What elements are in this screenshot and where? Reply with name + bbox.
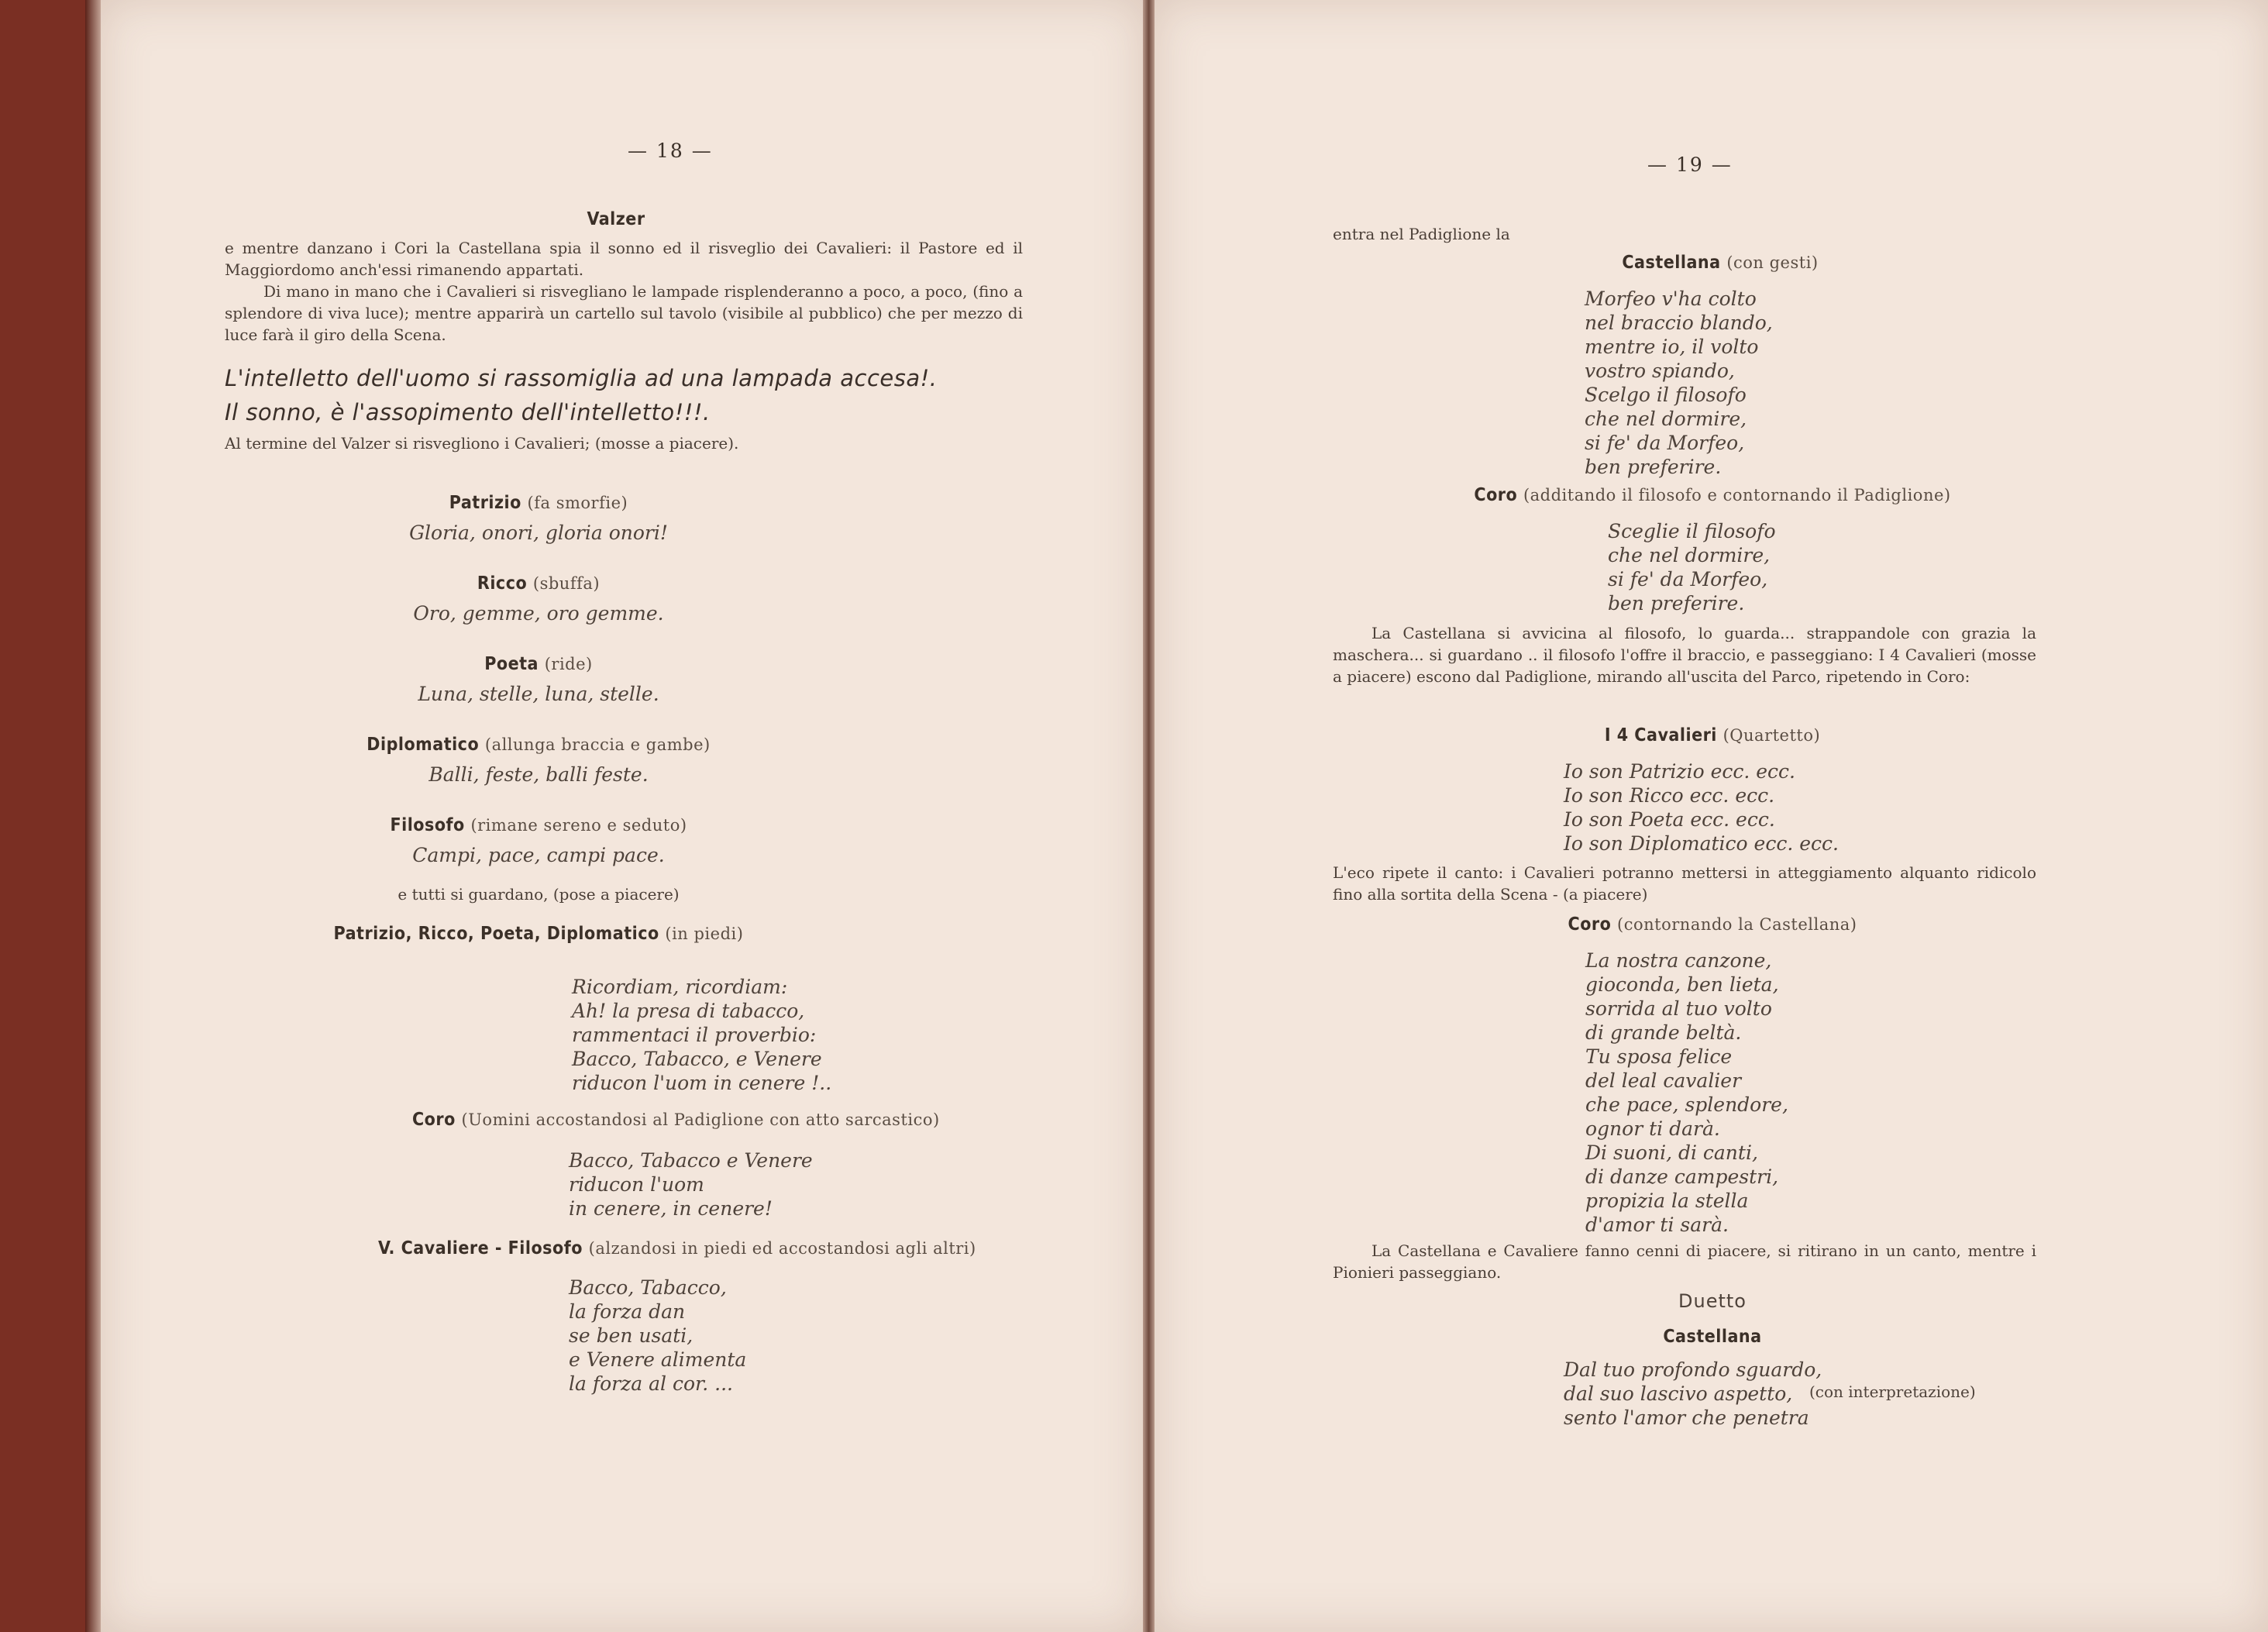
speaker-quartet bbox=[101, 924, 976, 955]
verse-castellana bbox=[1585, 287, 1773, 479]
left-page bbox=[101, 0, 1143, 1632]
valzer-paragraph-1: e mentre danzano i Cori la Castellana spia il sonno ed il risveglio dei Cavalieri: il Pastore ed il Maggiordomo anch'essi rimanendo appartati. bbox=[225, 239, 1023, 279]
speaker-name: Patrizio bbox=[449, 493, 521, 513]
speaker-name: Coro bbox=[1568, 914, 1612, 935]
verse-coro bbox=[569, 1148, 813, 1221]
verse-line: propizia la stella bbox=[1585, 1190, 1749, 1212]
left-page-body bbox=[225, 209, 1124, 454]
verse-duetto bbox=[1564, 1358, 1822, 1430]
stage-paragraph-1: La Castellana si avvicina al filosofo, lo guarda... strappandole con grazia la maschera... si guardano .. il filosofo l'offre il braccio, e passeggiano: I 4 Cavalieri (mosse a piacere) escono dal Padiglione, mirando all'uscita del Parco, ripetendo in Coro: bbox=[1333, 624, 2036, 686]
verse-line: d'amor ti sarà. bbox=[1585, 1214, 1729, 1236]
speaker-name: Coro bbox=[1474, 485, 1518, 505]
verse-line: la forza dan bbox=[569, 1300, 686, 1323]
stage-direction: (Uomini accostandosi al Padiglione con atto sarcastico) bbox=[461, 1110, 940, 1129]
stage-direction: (ride) bbox=[544, 655, 593, 673]
speaker-patrizio bbox=[101, 493, 976, 521]
motto-line-1: L'intelletto dell'uomo si rassomiglia ad una lampada accesa!. bbox=[225, 365, 938, 391]
verse-line: Bacco, Tabacco, e Venere bbox=[572, 1048, 822, 1070]
line-filosofo: Campi, pace, campi pace. bbox=[412, 844, 665, 866]
verse-line: Sceglie il filosofo bbox=[1608, 520, 1776, 542]
verse-line: riducon l'uom bbox=[569, 1173, 704, 1196]
verse-line: Io son Diplomatico ecc. ecc. bbox=[1564, 832, 1839, 855]
speaker-name: Poeta bbox=[484, 654, 539, 674]
stage-direction: (Quartetto) bbox=[1723, 726, 1821, 745]
stage-paragraph-3: La Castellana e Cavaliere fanno cenni di piacere, si ritirano in un canto, mentre i Pionieri passeggiano. bbox=[1333, 1241, 2036, 1282]
stage-direction: (contornando la Castellana) bbox=[1617, 915, 1857, 934]
verse-line: ben preferire. bbox=[1608, 592, 1745, 615]
verse-line: Tu sposa felice bbox=[1585, 1045, 1733, 1068]
valzer-ending: Al termine del Valzer si risvegliono i Cavalieri; (mosse a piacere). bbox=[225, 434, 739, 453]
verse-line: Bacco, Tabacco e Venere bbox=[569, 1149, 813, 1172]
verse-line: Di suoni, di canti, bbox=[1585, 1141, 1758, 1164]
verse-line: in cenere, in cenere! bbox=[569, 1197, 773, 1220]
speaker-4-cavalieri bbox=[1155, 725, 2268, 745]
speaker-poeta bbox=[101, 654, 976, 682]
line-ricco: Oro, gemme, oro gemme. bbox=[413, 602, 664, 625]
speaker-name: Coro bbox=[412, 1110, 456, 1130]
verse-line: sorrida al tuo volto bbox=[1585, 997, 1772, 1020]
verse-line: Io son Ricco ecc. ecc. bbox=[1564, 784, 1775, 807]
speaker-filosofo bbox=[101, 815, 976, 843]
intro-line: entra nel Padiglione la bbox=[1333, 225, 1510, 243]
verse-line: Scelgo il filosofo bbox=[1585, 384, 1747, 406]
speaker-coro bbox=[412, 1110, 940, 1130]
verse-line: rammentaci il proverbio: bbox=[572, 1024, 817, 1046]
page-number: — 19 — bbox=[1647, 153, 1733, 176]
verse-line: del leal cavalier bbox=[1585, 1069, 1742, 1092]
stage-direction: (additando il filosofo e contornando il Padiglione) bbox=[1523, 486, 1951, 504]
verse-line: Dal tuo profondo sguardo, bbox=[1564, 1358, 1822, 1381]
stage-direction: (rimane sereno e seduto) bbox=[470, 816, 687, 835]
line-patrizio: Gloria, onori, gloria onori! bbox=[409, 522, 668, 544]
verse-line: gioconda, ben lieta, bbox=[1585, 973, 1779, 996]
duetto-heading: Duetto bbox=[1678, 1290, 1747, 1312]
line-poeta: Luna, stelle, luna, stelle. bbox=[418, 683, 659, 705]
speaker-coro-1 bbox=[1155, 485, 2268, 505]
speaker-coro-2 bbox=[1155, 914, 2268, 935]
speaker-ricco bbox=[101, 573, 976, 601]
verse-line: Io son Poeta ecc. ecc. bbox=[1564, 808, 1775, 831]
verse-line: mentre io, il volto bbox=[1585, 336, 1759, 358]
verse-line: La nostra canzone, bbox=[1585, 949, 1772, 972]
speaker-diplomatico bbox=[101, 735, 976, 763]
right-page bbox=[1155, 0, 2268, 1632]
speaker-name: Castellana bbox=[1622, 253, 1721, 273]
speaker-castellana-duetto: Castellana bbox=[1663, 1327, 1762, 1347]
verse-4-cavalieri bbox=[1564, 759, 1839, 856]
verse-line: ben preferire. bbox=[1585, 456, 1722, 478]
verse-line: Bacco, Tabacco, bbox=[569, 1276, 727, 1299]
verse-line: e Venere alimenta bbox=[569, 1348, 747, 1371]
verse-line: Io son Patrizio ecc. ecc. bbox=[1564, 760, 1795, 783]
dialogue-block bbox=[101, 493, 976, 955]
tutti-direction: e tutti si guardano, (pose a piacere) bbox=[398, 885, 680, 904]
book-left-edge bbox=[85, 0, 101, 1632]
verse-line: riducon l'uom in cenere !.. bbox=[572, 1072, 832, 1094]
verse-line: di grande beltà. bbox=[1585, 1021, 1742, 1044]
verse-line: che nel dormire, bbox=[1608, 544, 1771, 566]
speaker-name: Ricco bbox=[477, 573, 528, 594]
stage-paragraph-2: L'eco ripete il canto: i Cavalieri potranno mettersi in atteggiamento alquanto ridicolo fino alla sortita della Scena - (a piacere) bbox=[1333, 863, 2036, 904]
verse-quartet bbox=[572, 975, 831, 1095]
speaker-name: Patrizio, Ricco, Poeta, Diplomatico bbox=[333, 924, 659, 944]
valzer-title: Valzer bbox=[587, 209, 645, 229]
valzer-paragraph-2: Di mano in mano che i Cavalieri si risvegliano le lampade risplenderanno a poco, a poco, (fino a splendore di viva luce); mentre apparirà un cartello sul tavolo (visibile al pubblico) che per mezzo di luce farà il giro della Scena. bbox=[225, 282, 1023, 344]
speaker-name: V. Cavaliere - Filosofo bbox=[378, 1238, 583, 1258]
page-number: — 18 — bbox=[628, 139, 713, 162]
speaker-name: I 4 Cavalieri bbox=[1604, 725, 1717, 745]
verse-line: vostro spiando, bbox=[1585, 360, 1735, 382]
stage-direction: (con gesti) bbox=[1726, 253, 1819, 272]
book-gutter bbox=[1143, 0, 1155, 1632]
verse-line: ognor ti darà. bbox=[1585, 1117, 1720, 1140]
motto-line-2: Il sonno, è l'assopimento dell'intelletto!!!. bbox=[225, 399, 711, 425]
verse-line: la forza al cor. ... bbox=[569, 1372, 733, 1395]
verse-line: di danze campestri, bbox=[1585, 1165, 1779, 1188]
stage-direction: (in piedi) bbox=[665, 924, 744, 943]
verse-line: dal suo lascivo aspetto, bbox=[1564, 1382, 1793, 1405]
verse-quinto-cavaliere bbox=[569, 1276, 746, 1396]
speaker-name: Diplomatico bbox=[367, 735, 480, 755]
stage-direction: (alzandosi in piedi ed accostandosi agli altri) bbox=[588, 1239, 976, 1258]
stage-direction: (allunga braccia e gambe) bbox=[484, 735, 711, 754]
speaker-castellana bbox=[1155, 253, 2268, 273]
line-diplomatico: Balli, feste, balli feste. bbox=[428, 763, 649, 786]
verse-coro-1 bbox=[1608, 519, 1776, 615]
verse-line: Morfeo v'ha colto bbox=[1585, 287, 1757, 310]
speaker-name: Filosofo bbox=[390, 815, 465, 835]
verse-line: si fe' da Morfeo, bbox=[1585, 432, 1745, 454]
verse-line: che pace, splendore, bbox=[1585, 1093, 1788, 1116]
verse-line: si fe' da Morfeo, bbox=[1608, 568, 1768, 590]
verse-line: nel braccio blando, bbox=[1585, 312, 1773, 334]
verse-line: sento l'amor che penetra bbox=[1564, 1406, 1809, 1429]
stage-direction: (fa smorfie) bbox=[527, 494, 628, 512]
verse-line: se ben usati, bbox=[569, 1324, 693, 1347]
speaker-quinto-cavaliere bbox=[378, 1238, 976, 1258]
verse-line: Ah! la presa di tabacco, bbox=[572, 1000, 805, 1022]
stage-direction: (sbuffa) bbox=[532, 574, 601, 593]
verse-line: Ricordiam, ricordiam: bbox=[572, 976, 788, 998]
duetto-aside: (con interpretazione) bbox=[1809, 1382, 1976, 1401]
verse-coro-2 bbox=[1585, 949, 1788, 1237]
verse-line: che nel dormire, bbox=[1585, 408, 1747, 430]
